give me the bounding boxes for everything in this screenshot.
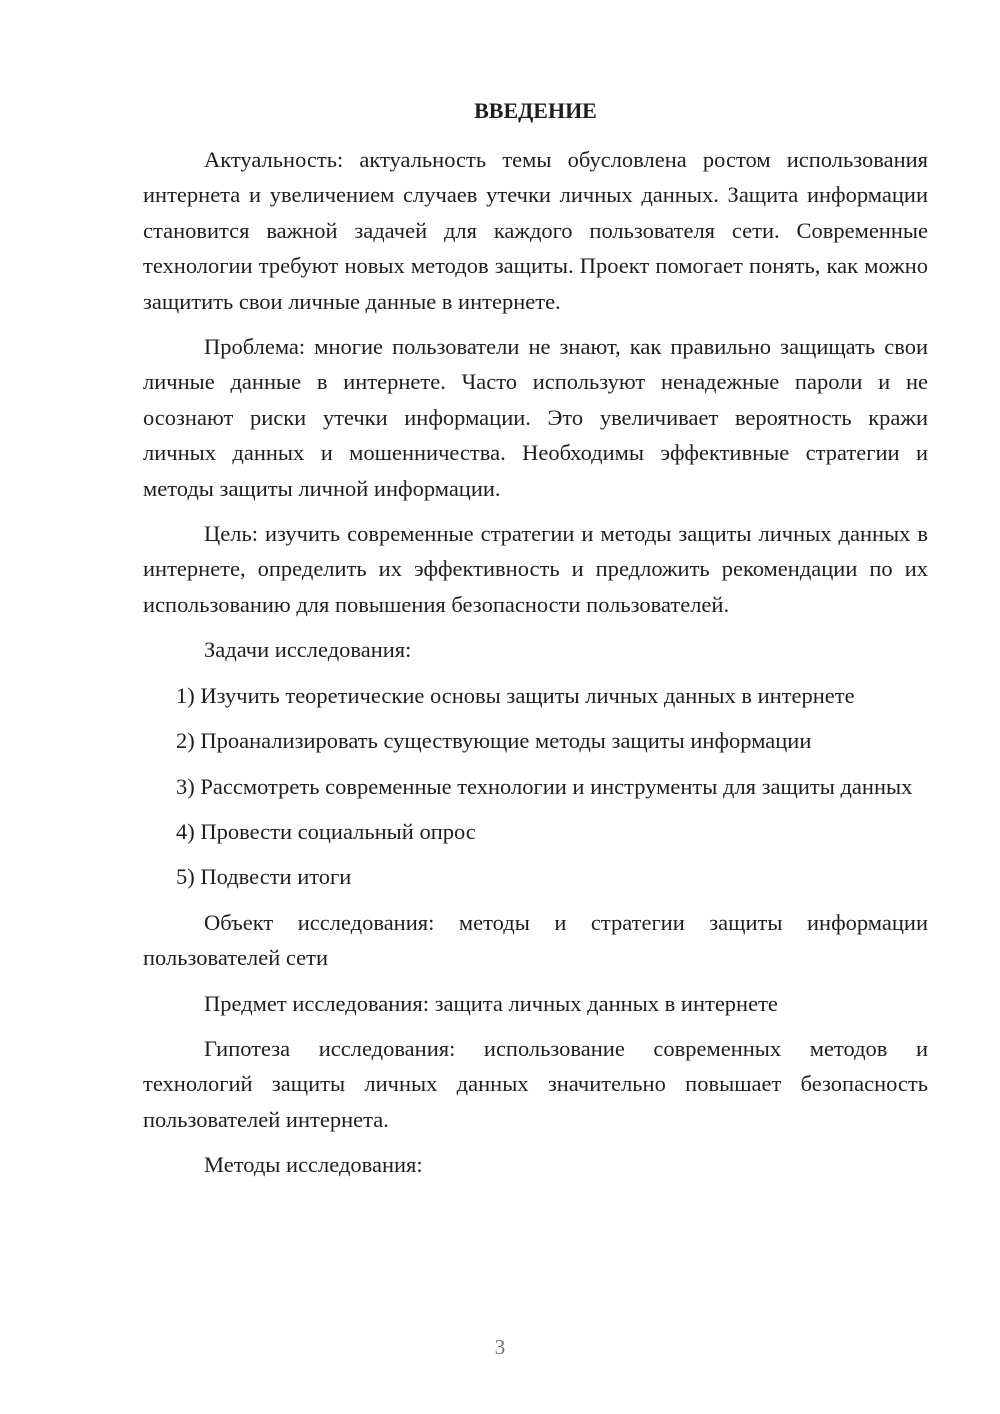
subject-paragraph: Предмет исследования: защита личных данных в интернете xyxy=(204,990,778,1016)
section-title: ВВЕДЕНИЕ xyxy=(474,98,597,123)
task-item-3: 3) Рассмотреть современные технологии и инструменты для защиты данных xyxy=(176,773,913,799)
document-page xyxy=(143,0,928,1414)
task-item-2: 2) Проанализировать существующие методы защиты информации xyxy=(176,728,812,754)
object-paragraph: Объект исследования: методы и стратегии защиты информации пользователей сети xyxy=(143,909,928,971)
tasks-heading: Задачи исследования: xyxy=(204,637,412,663)
methods-heading: Методы исследования: xyxy=(204,1152,423,1178)
goal-paragraph: Цель: изучить современные стратегии и методы защиты личных данных в интернете, определить их эффективность и предложить рекомендации по их использованию для повышения безопасности пользователей. xyxy=(143,521,928,617)
task-item-4: 4) Провести социальный опрос xyxy=(176,818,476,844)
relevance-paragraph: Актуальность: актуальность темы обусловлена ростом использования интернета и увеличением случаев утечки личных данных. Защита информации становится важной задачей для каждого пользователя сети. Современные технологии требуют новых методов защиты. Проект помогает понять, как можно защитить свои личные данные в интернете. xyxy=(143,147,928,314)
document-body xyxy=(143,142,928,1193)
page-number: 3 xyxy=(494,1335,506,1359)
problem-paragraph: Проблема: многие пользователи не знают, как правильно защищать свои личные данные в интернете. Часто используют ненадежные пароли и не осознают риски утечки информации. Это увеличивает вероятность кражи личных данных и мошенничества. Необходимы эффективные стратегии и методы защиты личной информации. xyxy=(143,334,928,501)
hypothesis-paragraph: Гипотеза исследования: использование современных методов и технологий защиты личных данных значительно повышает безопасность пользователей интернета. xyxy=(143,1035,928,1132)
task-item-5: 5) Подвести итоги xyxy=(176,864,352,890)
task-item-1: 1) Изучить теоретические основы защиты личных данных в интернете xyxy=(176,682,855,708)
